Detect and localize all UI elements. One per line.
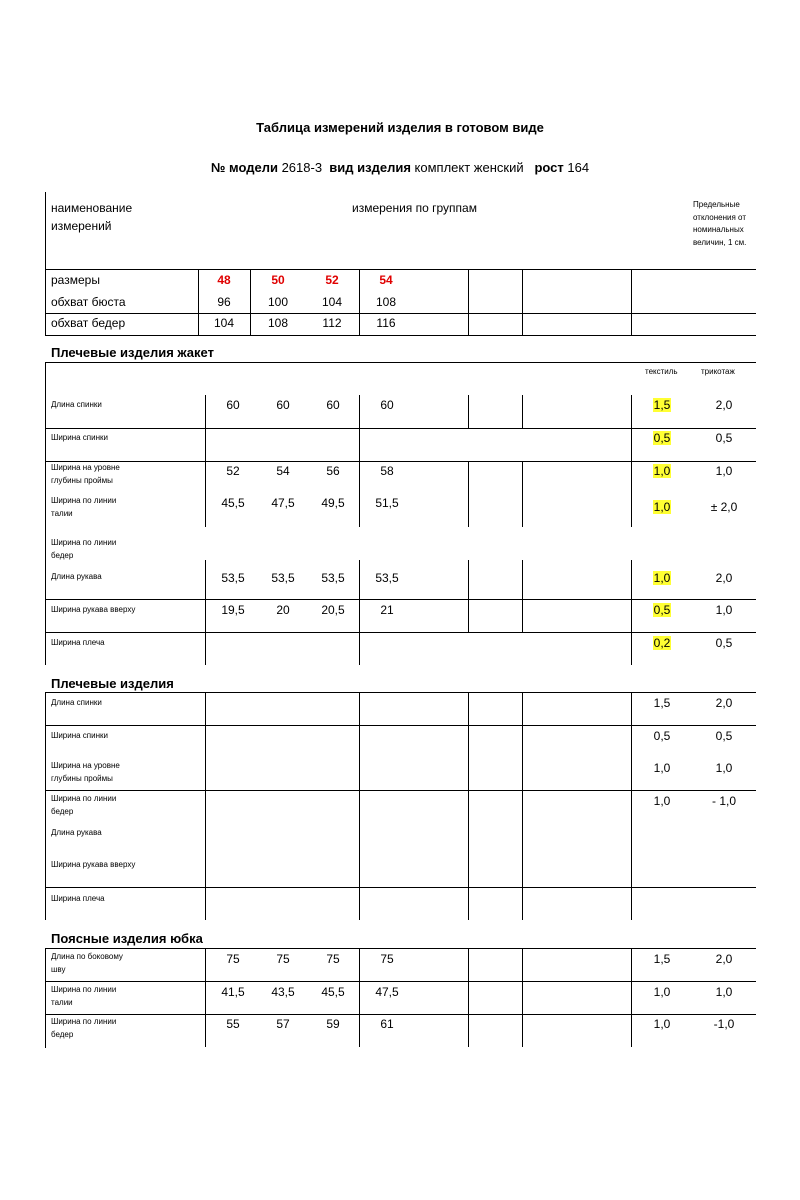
table-rule: [45, 790, 756, 791]
tolerance-text: 2,0: [715, 952, 733, 966]
tolerance-value: [694, 500, 754, 514]
table-rule: [359, 692, 360, 725]
tolerance-text: 1,5: [653, 696, 671, 710]
table-rule: [468, 599, 469, 632]
name-header-2: измерений: [51, 219, 112, 233]
measure-value: 43,5: [271, 985, 295, 999]
model-line: [0, 160, 800, 175]
table-rule: [359, 494, 360, 527]
table-rule: [45, 725, 756, 726]
model-label: № модели: [210, 160, 278, 175]
hips-value: 112: [322, 316, 342, 330]
size-value: 52: [325, 273, 339, 287]
tolerance-text: 2,0: [715, 398, 733, 412]
tolerance-value: [694, 603, 754, 617]
table-rule: [468, 461, 469, 494]
height-label: рост: [534, 160, 564, 175]
measure-value: 47,5: [271, 496, 295, 510]
tolerance-text: - 1,0: [711, 794, 736, 808]
tolerance-value: [694, 1017, 754, 1031]
tolerance-value: [632, 500, 692, 514]
tolerance-value: [632, 696, 692, 710]
table-rule: [359, 428, 360, 461]
tolerance-text: 1,5: [653, 952, 671, 966]
table-rule: [522, 948, 523, 981]
section-title: Поясные изделия юбка: [51, 931, 203, 946]
tolerance-value: [694, 398, 754, 412]
measure-value: 53,5: [375, 571, 399, 585]
hips-value: 108: [267, 316, 289, 330]
table-rule: [359, 948, 360, 981]
tolerance-value: [632, 603, 692, 617]
table-rule: [205, 692, 206, 725]
type-label: вид изделия: [329, 160, 411, 175]
measure-value: 21: [380, 603, 394, 617]
bust-value: 96: [217, 295, 231, 309]
type-value: комплект женский: [414, 160, 524, 175]
tolerance-text: 1,0: [653, 571, 671, 585]
measure-value: 61: [380, 1017, 394, 1031]
tolerance-value: [694, 464, 754, 478]
row-label: Длина рукава: [51, 828, 102, 837]
row-label: бедер: [51, 551, 74, 560]
measure-value: 19,5: [221, 603, 245, 617]
table-rule: [359, 560, 360, 600]
row-label: Длина рукава: [51, 572, 102, 581]
tolerance-value: [632, 794, 692, 808]
row-label: Ширина на уровне: [51, 761, 120, 770]
measure-value: 60: [226, 398, 240, 412]
table-rule: [45, 313, 756, 314]
tolerance-value: [632, 729, 692, 743]
table-rule: [205, 887, 206, 920]
tolerance-text: 0,5: [715, 729, 733, 743]
table-rule: [522, 1014, 523, 1047]
table-rule: [522, 725, 523, 790]
row-label: глубины проймы: [51, 774, 113, 783]
tolerance-text: 0,5: [653, 603, 671, 617]
table-rule: [45, 335, 756, 336]
measure-value: 60: [380, 398, 394, 412]
size-value: 48: [217, 273, 231, 287]
tolerance-text: 1,0: [653, 794, 671, 808]
table-rule: [205, 461, 206, 494]
size-value: 50: [271, 273, 285, 287]
tolerance-value: [694, 696, 754, 710]
tolerance-value: [632, 1017, 692, 1031]
table-rule: [468, 725, 469, 790]
tolerance-text: 2,0: [715, 571, 733, 585]
table-rule: [45, 948, 756, 949]
tolerance-text: 0,5: [653, 729, 671, 743]
row-label: талии: [51, 998, 73, 1007]
measure-value: 54: [276, 464, 290, 478]
measure-value: 56: [326, 464, 340, 478]
groups-header: измерения по группам: [352, 201, 477, 215]
col-knit: трикотаж: [701, 367, 735, 376]
col-textile: текстиль: [645, 367, 678, 376]
bust-value: 100: [267, 295, 289, 309]
row-label: Ширина спинки: [51, 433, 108, 442]
bust-value: 108: [375, 295, 397, 309]
row-label: Ширина по линии: [51, 538, 117, 547]
tolerance-value: [632, 431, 692, 445]
table-rule: [45, 269, 756, 270]
row-label: Длина спинки: [51, 400, 102, 409]
tolerance-text: 2,0: [715, 696, 733, 710]
table-rule: [468, 494, 469, 527]
row-label: Ширина плеча: [51, 894, 105, 903]
row-label: Ширина рукава вверху: [51, 860, 136, 869]
row-label: Ширина на уровне: [51, 463, 120, 472]
table-rule: [468, 790, 469, 887]
tolerance-text: 1,0: [715, 464, 733, 478]
tolerance-text: 0,2: [653, 636, 671, 650]
row-label: шву: [51, 965, 66, 974]
size-value: 54: [379, 273, 393, 287]
tolerance-text: 1,0: [715, 603, 733, 617]
table-rule: [45, 1014, 756, 1015]
table-rule: [205, 560, 206, 600]
tolerance-value: [694, 636, 754, 650]
tolerance-text: 0,5: [715, 431, 733, 445]
tolerance-text: 1,0: [715, 761, 733, 775]
table-rule: [45, 692, 46, 920]
section-title: Плечевые изделия жакет: [51, 345, 214, 360]
table-rule: [468, 395, 469, 428]
tolerance-value: [694, 761, 754, 775]
height-value: 164: [567, 160, 590, 175]
tolerance-text: 0,5: [653, 431, 671, 445]
table-rule: [522, 981, 523, 1014]
measure-value: 58: [380, 464, 394, 478]
row-label: талии: [51, 509, 73, 518]
table-rule: [45, 461, 756, 462]
row-label: Ширина по линии: [51, 794, 117, 803]
table-rule: [468, 560, 469, 600]
row-label: бедер: [51, 807, 74, 816]
table-rule: [45, 632, 756, 633]
tolerance-header: Предельные отклонения от номинальных величин, 1 см.: [693, 200, 747, 247]
table-rule: [522, 461, 523, 494]
table-rule: [205, 599, 206, 632]
tolerance-value: [632, 571, 692, 585]
table-rule: [205, 790, 206, 887]
table-rule: [522, 790, 523, 887]
table-rule: [522, 395, 523, 428]
measure-value: 59: [326, 1017, 340, 1031]
tolerance-text: 1,0: [653, 1017, 671, 1031]
tolerance-text: 1,0: [653, 500, 671, 514]
tolerance-value: [694, 729, 754, 743]
tolerance-text: ± 2,0: [710, 500, 738, 514]
tolerance-text: 1,0: [653, 985, 671, 999]
table-rule: [205, 428, 756, 429]
measure-value: 75: [380, 952, 394, 966]
measure-value: 57: [276, 1017, 290, 1031]
tolerance-value: [694, 952, 754, 966]
tolerance-value: [632, 636, 692, 650]
row-label: бедер: [51, 1030, 74, 1039]
table-rule: [205, 725, 206, 790]
measure-value: 75: [276, 952, 290, 966]
table-rule: [45, 692, 756, 693]
table-rule: [468, 1014, 469, 1047]
table-rule: [45, 948, 46, 1048]
table-rule: [522, 599, 523, 632]
row-label: Ширина плеча: [51, 638, 105, 647]
tolerance-value: [694, 571, 754, 585]
tolerance-value: [632, 985, 692, 999]
row-label: Длина спинки: [51, 698, 102, 707]
tolerance-value: [632, 464, 692, 478]
tolerance-text: 1,5: [653, 398, 671, 412]
measure-value: 49,5: [321, 496, 345, 510]
measure-value: 53,5: [221, 571, 245, 585]
table-rule: [45, 599, 756, 600]
table-rule: [468, 948, 469, 981]
bust-value: 104: [321, 295, 343, 309]
row-label: Длина по боковому: [51, 952, 123, 961]
table-rule: [359, 599, 360, 632]
measure-value: 75: [226, 952, 240, 966]
measure-value: 55: [226, 1017, 240, 1031]
table-rule: [359, 887, 360, 920]
row-label: Ширина рукава вверху: [51, 605, 136, 614]
tolerance-value: [632, 398, 692, 412]
tolerance-value: [694, 985, 754, 999]
tolerance-value: [632, 952, 692, 966]
table-rule: [205, 981, 206, 1014]
table-rule: [45, 887, 756, 888]
table-rule: [205, 395, 206, 428]
tolerance-text: -1,0: [713, 1017, 735, 1031]
row-label: Ширина спинки: [51, 731, 108, 740]
table-rule: [205, 1014, 206, 1047]
tolerance-value: [694, 431, 754, 445]
document-title: Таблица измерений изделия в готовом виде: [256, 120, 544, 135]
tolerance-value: [632, 761, 692, 775]
table-rule: [359, 981, 360, 1014]
hips-label: обхват бедер: [51, 316, 126, 330]
table-rule: [205, 428, 206, 461]
section-title: Плечевые изделия: [51, 676, 174, 691]
bust-label: обхват бюста: [51, 295, 126, 309]
table-rule: [359, 632, 360, 665]
table-rule: [522, 494, 523, 527]
table-rule: [468, 981, 469, 1014]
measure-value: 60: [326, 398, 340, 412]
measure-value: 75: [326, 952, 340, 966]
measure-value: 20,5: [321, 603, 345, 617]
measure-value: 20: [276, 603, 290, 617]
measure-value: 51,5: [375, 496, 399, 510]
tolerance-text: 0,5: [715, 636, 733, 650]
table-rule: [205, 632, 206, 665]
table-rule: [359, 790, 360, 887]
row-label: Ширина по линии: [51, 985, 117, 994]
table-rule: [468, 887, 469, 920]
hips-value: 116: [376, 316, 396, 330]
table-rule: [468, 692, 469, 725]
tolerance-value: [694, 794, 754, 808]
table-rule: [359, 395, 360, 428]
table-rule: [359, 725, 360, 790]
tolerance-text: 1,0: [653, 464, 671, 478]
row-label: Ширина по линии: [51, 1017, 117, 1026]
measure-value: 52: [226, 464, 240, 478]
table-rule: [205, 948, 206, 981]
measure-value: 45,5: [221, 496, 245, 510]
measure-value: 53,5: [271, 571, 295, 585]
sizes-label: размеры: [51, 273, 100, 287]
table-rule: [45, 428, 206, 429]
measure-value: 60: [276, 398, 290, 412]
tolerance-text: 1,0: [653, 761, 671, 775]
row-label: Ширина по линии: [51, 496, 117, 505]
model-value: 2618-3: [281, 160, 323, 175]
measure-value: 45,5: [321, 985, 345, 999]
table-rule: [359, 1014, 360, 1047]
table-rule: [205, 494, 206, 527]
name-header: наименование: [51, 201, 133, 215]
table-rule: [631, 887, 632, 920]
table-rule: [522, 560, 523, 600]
table-rule: [45, 981, 756, 982]
hips-value: 104: [213, 316, 235, 330]
measure-value: 53,5: [321, 571, 345, 585]
table-rule: [522, 887, 523, 920]
table-rule: [359, 461, 360, 494]
table-rule: [522, 692, 523, 725]
tolerance-text: 1,0: [715, 985, 733, 999]
measure-value: 47,5: [375, 985, 399, 999]
row-label: глубины проймы: [51, 476, 113, 485]
measure-value: 41,5: [221, 985, 245, 999]
